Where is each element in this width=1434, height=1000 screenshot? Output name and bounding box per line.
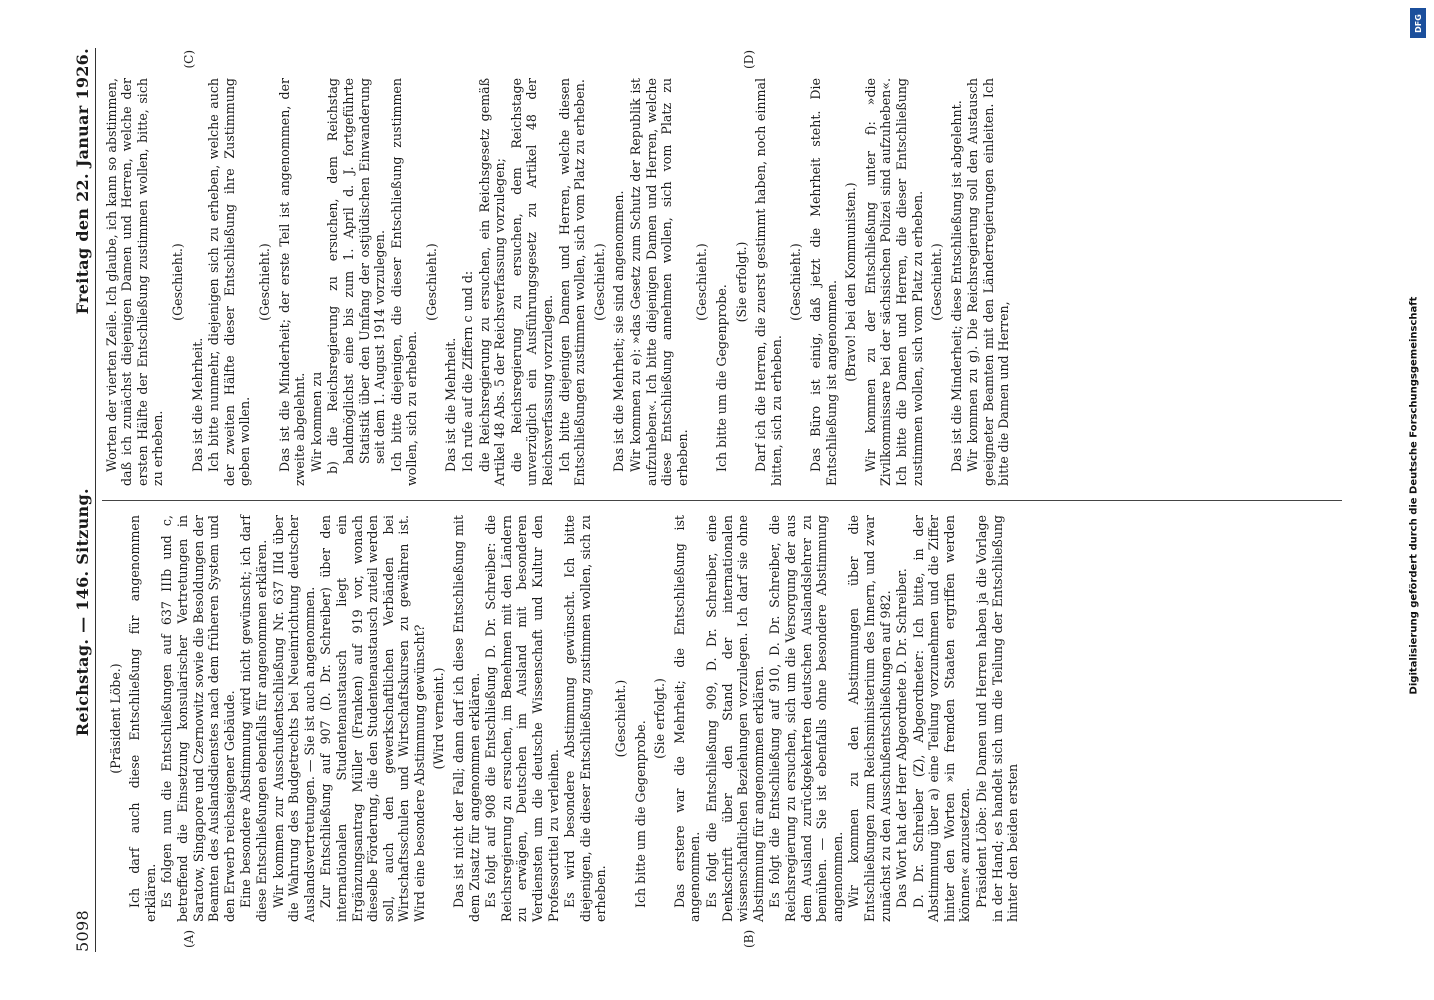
paragraph: Wir kommen zu e): »das Gesetz zum Schutz der Republik ist aufzuheben«. Ich bitte diejenigen Damen und Herren, welche diese Entschließung annehmen wollen, sich vom Platz zu erheben.	[628, 78, 690, 486]
rotated-page	[61, 30, 1361, 970]
paragraph: die Reichsregierung zu ersuchen, ein Reichsgesetz gemäß Artikel 48 Abs. 5 der Reichsverfassung vorzulegen;	[476, 78, 508, 486]
paragraph: Das ist die Mehrheit; sie sind angenommen.	[611, 190, 627, 472]
paragraph: Zur Entschließung auf 907 (D. Dr. Schreiber) über den internationalen Studentenaustausch liegt ein Ergänzungsantrag Müller (Franken) auf 919 vor, wonach dieselbe Förderung, die den Studentenaustausch zuteil werden soll, auch den gewerkschaftlichen Verbänden bei Wirtschaftsschulen und Wirtschaftskursen zu gewähren ist. Wird eine besondere Abstimmung gewünscht?	[318, 515, 427, 922]
text-columns	[102, 48, 1342, 952]
paragraph: Ich rufe auf die Ziffern c und d:	[460, 270, 476, 472]
left-column	[102, 500, 1342, 952]
paragraph: Es folgt die Entschließung 909, D. Dr. Schreiber, eine Denkschrift über den Stand der internationalen wissenschaftlichen Beziehungen vorzulegen. Ich darf sie ohne Abstimmung für angenommen erklären.	[703, 515, 766, 922]
paragraph: Wir kommen zu g). Die Reichsregierung soll den Austausch geeigneter Beamten mit den Länderregierungen einleiten. Ich bitte die Damen und Herren,	[965, 78, 1012, 486]
paragraph: Wir kommen zur Ausschußentschließung Nr. 637 IIId über die Wahrung des Budgetrechts bei Neueinrichtung deutscher Auslandsvertretungen. — Sie ist auch angenommen.	[270, 515, 317, 922]
paragraph: Das ist nicht der Fall; dann darf ich diese Entschließung mit dem Zusatz für angenommen erklären.	[451, 515, 482, 922]
paragraph: Das ist die Minderheit; diese Entschließung ist abgelehnt.	[948, 100, 964, 472]
paragraph: (Geschieht.)	[591, 243, 607, 321]
dfg-credit-text: Digitalisierung gefördert durch die Deutsche Forschungsgemeinschaft	[1408, 296, 1420, 695]
paragraph: Ich bitte diejenigen Damen und Herren, welche diesen Entschließungen zustimmen wollen, sich vom Platz zu erheben.	[556, 78, 588, 486]
paragraph: Das erstere war die Mehrheit; die Entschließung ist angenommen.	[671, 515, 703, 922]
paragraph: Es folgt die Entschließung auf 910, D. Dr. Schreiber, die Reichsregierung zu ersuchen, sich um die Versorgung der aus dem Ausland zurückgekehrten deutschen Auslandslehrer zu bemühen. — Sie ist ebenfalls ohne besondere Abstimmung angenommen.	[767, 515, 845, 922]
paragraph: Ich bitte um die Gegenprobe.	[632, 720, 648, 908]
margin-marker-b: (B)	[741, 929, 756, 948]
paragraph: Es folgen nun die Entschließungen auf 637 IIIb und c, betreffend die Einsetzung konsularischer Vertretungen in Saratow, Singapore und Czernowitz sowie die Besoldungen der Beamten des Auslandsdienstes nach dem früheren System und den Erwerb reichseigener Gebäude.	[159, 515, 237, 922]
paragraph: (Geschieht.)	[929, 243, 945, 321]
date-title: Freitag den 22. Januar 1926.	[73, 48, 92, 315]
page-number: 5098	[73, 910, 92, 952]
paragraph: (Bravo! bei den Kommunisten.)	[843, 182, 859, 382]
paragraph: (Geschieht.)	[169, 243, 185, 321]
paragraph: Das ist die Minderheit; der erste Teil ist angenommen, der zweite abgelehnt.	[276, 78, 308, 486]
paragraph: Es folgt auf 908 die Entschließung D. Dr. Schreiber: die Reichsregierung zu ersuchen, im Benehmen mit den Ländern zu erwägen, Deutschen im Ausland mit besonderen Verdiensten um die deutsche Wissenschaft und Kultur den Professortitel zu verleihen.	[483, 515, 561, 922]
digitization-sidebar	[1408, 10, 1428, 990]
paragraph: (Geschieht.)	[613, 679, 628, 758]
paragraph: (Geschieht.)	[788, 243, 804, 321]
paragraph: Präsident Löbe: Die Damen und Herren haben ja die Vorlage in der Hand; es handelt sich um die Teilung der Entschließung hinter den beiden ersten	[974, 515, 1021, 922]
paragraph: (Präsident Löbe.)	[107, 663, 123, 774]
margin-marker-c: (C)	[181, 50, 196, 69]
paragraph: (Sie erfolgt.)	[733, 241, 749, 323]
session-title: Reichstag. — 146. Sitzung.	[73, 488, 92, 737]
margin-marker-d: (D)	[741, 50, 756, 69]
paragraph: Das Büro ist einig, daß jetzt die Mehrheit steht. Die Entschließung ist angenommen.	[807, 78, 839, 486]
right-column-text	[104, 78, 1012, 486]
paragraph: Ich bitte nunmehr, diejenigen sich zu erheben, welche auch der zweiten Hälfte dieser Entschließung ihre Zustimmung geben wollen.	[206, 78, 253, 486]
paragraph: Wir kommen zu den Abstimmungen über die Entschließungen zum Reichsministerium des Innern, und zwar zunächst zu den Ausschußentschließungen auf 982.	[846, 515, 893, 922]
paragraph: (Geschieht.)	[256, 243, 272, 321]
paragraph: Es wird besondere Abstimmung gewünscht. Ich bitte diejenigen, die dieser Entschließung zustimmen wollen, sich zu erheben.	[562, 515, 609, 922]
paragraph: D. Dr. Schreiber (Z), Abgeordneter: Ich bitte, in der Abstimmung über a) eine Teilung vorzunehmen und die Ziffer hinter den Worten »in fremden Staaten ergriffen werden können« anzusetzen.	[910, 515, 973, 922]
paragraph: Ich bitte diejenigen, die dieser Entschließung zustimmen wollen, sich zu erheben.	[388, 78, 420, 486]
paragraph: Das Wort hat der Herr Abgeordnete D. Dr. Schreiber.	[894, 568, 910, 908]
paragraph: Worten der vierten Zeile. Ich glaube, ich kann so abstimmen, daß ich zunächst diejenigen Damen und Herren, welche der ersten Hälfte der Entschließung zustimmen wollen, bitte, sich zu erheben.	[103, 78, 166, 486]
paragraph: Darf ich die Herren, die zuerst gestimmt haben, noch einmal bitten, sich zu erheben.	[753, 78, 784, 486]
paragraph: (Wird verneint.)	[431, 667, 447, 770]
dfg-logo-icon: DFG	[1410, 8, 1426, 38]
paragraph: die Reichsregierung zu ersuchen, dem Reichstage unverzüglich ein Ausführungsgesetz zu Artikel 48 der Reichsverfassung vorzulegen.	[508, 78, 556, 486]
paragraph: (Sie erfolgt.)	[652, 678, 668, 759]
page-header	[75, 48, 96, 952]
paragraph: (Geschieht.)	[694, 243, 710, 321]
paragraph: Das ist die Mehrheit.	[189, 337, 205, 472]
paragraph: Wir kommen zu	[308, 371, 324, 472]
paragraph: (Geschieht.)	[423, 243, 439, 321]
margin-marker-a: (A)	[181, 929, 196, 948]
paragraph: Ich darf auch diese Entschließung für angenommen erklären.	[127, 515, 158, 922]
paragraph: Das ist die Mehrheit.	[443, 337, 459, 472]
right-column	[102, 48, 1342, 500]
left-column-text	[108, 515, 1021, 922]
paragraph: Wir kommen zu der Entschließung unter f): »die Zivilkommissare bei der sächsischen Polizei sind aufzuheben«. Ich bitte die Damen und Herren, die dieser Entschließung zustimmen wollen, sich vom Platz zu erheben.	[862, 78, 925, 486]
paragraph: Ich bitte um die Gegenprobe.	[713, 284, 729, 472]
paragraph: b) die Reichsregierung zu ersuchen, dem Reichstag baldmöglichst eine bis zum 1. April d. J. fortgeführte Statistik über den Umfang der ostjüdischen Einwanderung seit dem 1. August 1914 vorzulegen.	[325, 78, 388, 474]
paragraph: Eine besondere Abstimmung wird nicht gewünscht; ich darf diese Entschließungen ebenfalls für angenommen erklären.	[238, 515, 269, 922]
